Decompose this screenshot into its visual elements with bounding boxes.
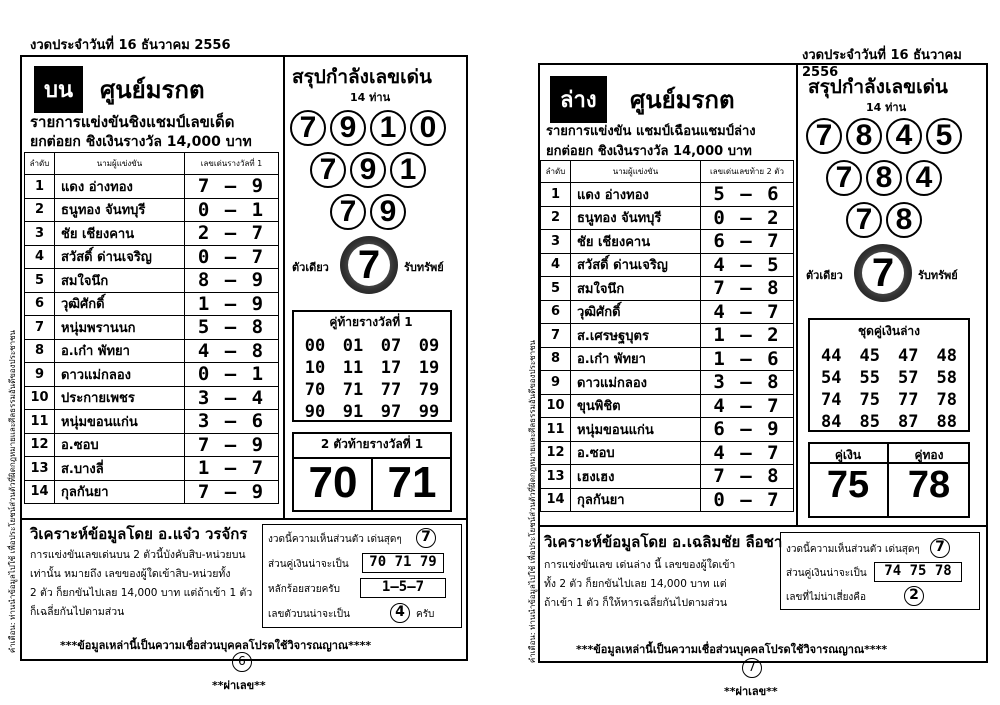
rank-number: 8	[541, 347, 571, 371]
rank-number: 5	[25, 269, 55, 293]
analysis-line: การแข่งขันเลขเด่นบน 2 ตัวนี้บังคับสิบ-หน่วยบน	[30, 549, 246, 561]
single-label: ตัวเดียว	[806, 269, 843, 282]
digit-circle: 9	[350, 152, 386, 188]
contestant-name: อ.เก๋า พัทยา	[55, 339, 185, 363]
rank-number: 10	[25, 386, 55, 410]
pair-box-title: คู่ท้ายรางวัลที่ 1	[310, 313, 432, 333]
summary-row-3	[826, 160, 942, 196]
pair-number: 55	[859, 368, 880, 388]
divider	[20, 518, 468, 520]
predicted-pair: 4 – 7	[701, 300, 794, 324]
summary-title: สรุปกำลังเลขเด่น	[292, 66, 432, 88]
subtitle: รายการแข่งขันชิงแชมป์เลขเด็ด	[30, 113, 235, 131]
advice-label: ส่วนคู่เงินน่าจะเป็น	[786, 568, 867, 579]
rank-number: 6	[25, 292, 55, 316]
digit-circle: 7	[846, 202, 882, 238]
pair-number: 54	[821, 368, 842, 388]
pair-number: 85	[859, 412, 880, 432]
table-row	[541, 418, 794, 442]
predicted-pair: 3 – 6	[185, 410, 279, 434]
advice-label: งวดนี้ความเห็นส่วนตัว เด่นสุดๆ	[786, 544, 920, 555]
contestant-name: อ.ซอบ	[571, 441, 701, 465]
predicted-pair: 0 – 1	[185, 363, 279, 387]
rank-number: 7	[25, 316, 55, 340]
table-row	[541, 183, 794, 207]
pair-number: 84	[821, 412, 842, 432]
analysis-text	[544, 556, 780, 613]
rank-number: 13	[541, 465, 571, 489]
analysis-title: วิเคราะห์ข้อมูลโดย อ.เฉลิมชัย ลือชา	[544, 533, 783, 551]
divider	[538, 525, 988, 527]
rank-number: 9	[541, 371, 571, 395]
contestant-table	[24, 152, 279, 504]
predicted-pair: 6 – 9	[701, 418, 794, 442]
contestant-name: สมใจนึก	[55, 269, 185, 293]
table-row	[541, 253, 794, 277]
disclaimer: ***ข้อมูลเหล่านี้เป็นความเชื่อส่วนบุคคลโปรดใช้วิจารณญาณ****	[60, 639, 372, 652]
rank-number: 4	[541, 253, 571, 277]
table-row	[25, 222, 279, 246]
contestant-name: ดาวแม่กลอง	[55, 363, 185, 387]
pair-number: 48	[936, 346, 957, 366]
digit-circle: 8	[866, 160, 902, 196]
advice-label: เลขตัวบนน่าจะเป็น	[268, 609, 350, 620]
summary-row-2	[330, 194, 406, 230]
single-digit-badge	[854, 244, 912, 302]
divider	[887, 442, 889, 518]
pair-number: 70	[304, 380, 326, 400]
predicted-pair: 5 – 6	[701, 183, 794, 207]
advice-value: 4	[390, 603, 410, 623]
table-row	[25, 386, 279, 410]
rank-number: 2	[25, 198, 55, 222]
digit-circle: 1	[370, 110, 406, 146]
summary-subtitle: 14 ท่าน	[866, 101, 907, 114]
rank-number: 4	[25, 245, 55, 269]
section-tag: ล่าง	[550, 76, 607, 123]
pair-number: 19	[418, 358, 440, 378]
rank-number: 2	[541, 206, 571, 230]
column-header: ลำดับ	[25, 153, 55, 175]
analysis-line: การแข่งขันเลข เด่นล่าง นี้ เลขของผู้ใดเข้า	[544, 559, 736, 571]
advice-value: 2	[904, 586, 924, 606]
predicted-pair: 1 – 9	[185, 292, 279, 316]
table-row	[541, 277, 794, 301]
rank-number: 6	[541, 300, 571, 324]
advice-value: 7	[930, 538, 950, 558]
contestant-name: อ.ซอบ	[55, 433, 185, 457]
gold-pair-title: คู่ทอง	[914, 448, 944, 462]
summary-row-2	[846, 202, 922, 238]
pair-number: 78	[936, 390, 957, 410]
single-digit: 7	[348, 244, 390, 286]
pair-box-title: ชุดคู่เงินล่าง	[820, 322, 958, 342]
left-page	[0, 0, 480, 705]
table-row	[541, 441, 794, 465]
contestant-name: แดง อ่างทอง	[55, 175, 185, 199]
last-two-number: 71	[387, 458, 437, 507]
center-name: ศูนย์มรกต	[630, 86, 735, 114]
digit-circle: 7	[806, 118, 842, 154]
advice-label: หลักร้อยสวยครับ	[268, 584, 340, 595]
digit-circle: 4	[906, 160, 942, 196]
contestant-name: ธนูทอง จันทบุรี	[55, 198, 185, 222]
summary-subtitle: 14 ท่าน	[350, 91, 391, 104]
table-row	[541, 488, 794, 512]
money-pair-number: 75	[826, 464, 870, 506]
analysis-line: ทั้ง 2 ตัว ก็ยกขันไปเลย 14,000 บาท แต่	[544, 578, 727, 590]
rank-number: 3	[25, 222, 55, 246]
table-row	[25, 480, 279, 504]
digit-circle: 1	[390, 152, 426, 188]
rank-number: 12	[541, 441, 571, 465]
predicted-pair: 4 – 7	[701, 441, 794, 465]
table-row	[25, 339, 279, 363]
predicted-pair: 3 – 4	[185, 386, 279, 410]
pair-number: 77	[898, 390, 919, 410]
pair-number: 99	[418, 402, 440, 422]
predicted-pair: 2 – 7	[185, 222, 279, 246]
page-number: 7	[742, 658, 762, 678]
subtitle-prize: ยกต่อยก ชิงเงินรางวัล 14,000 บาท	[30, 134, 252, 150]
contestant-name: อ.เก๋า พัทยา	[571, 347, 701, 371]
predicted-pair: 3 – 8	[701, 371, 794, 395]
pair-number: 74	[821, 390, 842, 410]
contestant-name: กุลกันยา	[571, 488, 701, 512]
digit-circle: 0	[410, 110, 446, 146]
table-row	[25, 433, 279, 457]
rank-number: 7	[541, 324, 571, 348]
rank-number: 1	[541, 183, 571, 207]
contestant-name: หนุ่มขอนแก่น	[571, 418, 701, 442]
analysis-line: 2 ตัว ก็ยกขันไปเลย 14,000 บาท แต่ถ้าเข้า 1 ตัว	[30, 587, 253, 599]
predicted-pair: 4 – 7	[701, 394, 794, 418]
analysis-line: เท่านั้น หมายถึง เลขของผู้ใดเข้าสิบ-หน่วยทั้ง	[30, 568, 231, 580]
advice-value: 7	[416, 528, 436, 548]
side-note: คำเตือน: ท่านนำข้อมูลไปใช้ เพื่อประโยชน์ส่วนตัวที่ผิดกฎหมายและศีลธรรมอันดีของประชาชน	[8, 330, 17, 654]
table-row	[541, 230, 794, 254]
divider	[796, 63, 798, 525]
pair-number: 87	[898, 412, 919, 432]
table-row	[25, 316, 279, 340]
analysis-text	[30, 546, 262, 622]
predicted-pair: 8 – 9	[185, 269, 279, 293]
contestant-name: สวัสดิ์ ด่านเจริญ	[571, 253, 701, 277]
table-row	[25, 363, 279, 387]
predicted-pair: 7 – 9	[185, 175, 279, 199]
column-header: เลขเด่นเลขท้าย 2 ตัว	[701, 161, 794, 183]
digit-circle: 9	[330, 110, 366, 146]
contestant-name: ส.บางลี่	[55, 457, 185, 481]
pair-number: 11	[342, 358, 364, 378]
digit-circle: 8	[886, 202, 922, 238]
rank-number: 5	[541, 277, 571, 301]
single-digit-badge	[340, 236, 398, 294]
predicted-pair: 4 – 5	[701, 253, 794, 277]
table-row	[541, 394, 794, 418]
table-row	[541, 465, 794, 489]
column-header: นามผู้แข่งขัน	[55, 153, 185, 175]
rank-number: 12	[25, 433, 55, 457]
predicted-pair: 1 – 2	[701, 324, 794, 348]
contestant-name: หนุ่มขอนแก่น	[55, 410, 185, 434]
pair-number: 10	[304, 358, 326, 378]
pair-number: 88	[936, 412, 957, 432]
single-label-suffix: รับทรัพย์	[918, 269, 958, 282]
side-note: คำเตือน: ท่านนำข้อมูลไปใช้ เพื่อประโยชน์ส่วนตัวที่ผิดกฎหมายและศีลธรรมอันดีของประชาชน	[528, 340, 537, 664]
column-header: เลขเด่นรางวัลที่ 1	[185, 153, 279, 175]
advice-label: ส่วนคู่เงินน่าจะเป็น	[268, 559, 349, 570]
footer: **ผ่าเลข**	[724, 685, 778, 698]
contestant-table	[540, 160, 794, 512]
table-row	[25, 245, 279, 269]
pair-number: 57	[898, 368, 919, 388]
contestant-name: วุฒิศักดิ์	[55, 292, 185, 316]
predicted-pair: 5 – 8	[185, 316, 279, 340]
table-row	[25, 410, 279, 434]
advice-value: 74 75 78	[874, 562, 962, 582]
contestant-name: ส.เศรษฐบุตร	[571, 324, 701, 348]
advice-label: งวดนี้ความเห็นส่วนตัว เด่นสุดๆ	[268, 534, 402, 545]
analysis-title: วิเคราะห์ข้อมูลโดย อ.แจ๋ว วรจักร	[30, 525, 248, 543]
contestant-name: ชัย เชียงคาน	[571, 230, 701, 254]
contestant-name: กุลกันยา	[55, 480, 185, 504]
rank-number: 11	[25, 410, 55, 434]
pair-number: 75	[859, 390, 880, 410]
predicted-pair: 7 – 9	[185, 433, 279, 457]
disclaimer: ***ข้อมูลเหล่านี้เป็นความเชื่อส่วนบุคคลโปรดใช้วิจารณญาณ****	[576, 643, 888, 656]
column-header: นามผู้แข่งขัน	[571, 161, 701, 183]
digit-circle: 5	[926, 118, 962, 154]
column-header: ลำดับ	[541, 161, 571, 183]
table-row	[25, 198, 279, 222]
single-digit: 7	[862, 252, 904, 294]
last-two-title: 2 ตัวท้ายรางวัลที่ 1	[300, 436, 444, 454]
summary-title: สรุปกำลังเลขเด่น	[808, 76, 948, 98]
predicted-pair: 0 – 7	[185, 245, 279, 269]
advice-label: เลขที่ไม่น่าเสี่ยงคือ	[786, 592, 867, 603]
digit-circle: 7	[330, 194, 366, 230]
table-row	[541, 206, 794, 230]
table-row	[25, 292, 279, 316]
rank-number: 11	[541, 418, 571, 442]
summary-row-4	[290, 110, 446, 146]
digit-circle: 7	[826, 160, 862, 196]
predicted-pair: 7 – 8	[701, 277, 794, 301]
rank-number: 10	[541, 394, 571, 418]
single-label-suffix: รับทรัพย์	[404, 261, 444, 274]
rank-number: 14	[25, 480, 55, 504]
pair-number: 90	[304, 402, 326, 422]
pair-number: 77	[380, 380, 402, 400]
rank-number: 14	[541, 488, 571, 512]
digit-circle: 8	[846, 118, 882, 154]
single-label: ตัวเดียว	[292, 261, 329, 274]
digit-circle: 7	[290, 110, 326, 146]
contestant-name: ธนูทอง จันทบุรี	[571, 206, 701, 230]
contestant-name: ขุนพิชิต	[571, 394, 701, 418]
contestant-name: เฮงเฮง	[571, 465, 701, 489]
digit-circle: 7	[310, 152, 346, 188]
rank-number: 1	[25, 175, 55, 199]
page-date: งวดประจำวันที่ 16 ธันวาคม 2556	[30, 38, 231, 53]
contestant-name: หนุ่มพรานนก	[55, 316, 185, 340]
predicted-pair: 0 – 7	[701, 488, 794, 512]
contestant-name: ประกายเพชร	[55, 386, 185, 410]
pair-number: 44	[821, 346, 842, 366]
page-number: 6	[232, 652, 252, 672]
pair-number: 17	[380, 358, 402, 378]
contestant-name: วุฒิศักดิ์	[571, 300, 701, 324]
predicted-pair: 0 – 1	[185, 198, 279, 222]
rank-number: 3	[541, 230, 571, 254]
predicted-pair: 7 – 8	[701, 465, 794, 489]
page-gutter	[480, 0, 520, 705]
contestant-name: ดาวแม่กลอง	[571, 371, 701, 395]
pair-number: 00	[304, 336, 326, 356]
rank-number: 8	[25, 339, 55, 363]
contestant-name: สวัสดิ์ ด่านเจริญ	[55, 245, 185, 269]
rank-number: 13	[25, 457, 55, 481]
gold-pair-number: 78	[907, 464, 951, 506]
table-row	[25, 175, 279, 199]
pair-number: 79	[418, 380, 440, 400]
predicted-pair: 0 – 2	[701, 206, 794, 230]
contestant-name: สมใจนึก	[571, 277, 701, 301]
advice-suffix: ครับ	[416, 609, 435, 620]
subtitle: รายการแข่งขัน แชมป์เฉือนแชมป์ล่าง	[546, 124, 756, 139]
contestant-name: แดง อ่างทอง	[571, 183, 701, 207]
predicted-pair: 1 – 7	[185, 457, 279, 481]
summary-row-4	[806, 118, 962, 154]
digit-circle: 4	[886, 118, 922, 154]
predicted-pair: 1 – 6	[701, 347, 794, 371]
predicted-pair: 7 – 9	[185, 480, 279, 504]
table-row	[541, 300, 794, 324]
pair-number: 97	[380, 402, 402, 422]
pair-grid	[812, 346, 966, 432]
table-row	[541, 371, 794, 395]
contestant-name: ชัย เชียงคาน	[55, 222, 185, 246]
analysis-line: ถ้าเข้า 1 ตัว ก็ให้หารเฉลี่ยกันไปตามส่วน	[544, 597, 728, 609]
advice-value: 70 71 79	[362, 553, 444, 573]
table-row	[25, 457, 279, 481]
last-two-number: 70	[308, 458, 358, 507]
money-pair-title: คู่เงิน	[834, 448, 862, 462]
pair-number: 58	[936, 368, 957, 388]
table-row	[25, 269, 279, 293]
pair-number: 91	[342, 402, 364, 422]
summary-row-3	[310, 152, 426, 188]
pair-grid	[296, 336, 448, 422]
pair-number: 01	[342, 336, 364, 356]
pair-number: 45	[859, 346, 880, 366]
footer: **ผ่าเลข**	[212, 679, 266, 692]
analysis-line: ก็เฉลี่ยกันไปตามส่วน	[30, 606, 125, 618]
predicted-pair: 6 – 7	[701, 230, 794, 254]
digit-circle: 9	[370, 194, 406, 230]
pair-number: 07	[380, 336, 402, 356]
table-row	[541, 324, 794, 348]
center-name: ศูนย์มรกต	[100, 76, 205, 104]
section-tag: บน	[34, 66, 83, 113]
pair-number: 47	[898, 346, 919, 366]
rank-number: 9	[25, 363, 55, 387]
predicted-pair: 4 – 8	[185, 339, 279, 363]
pair-number: 71	[342, 380, 364, 400]
table-row	[541, 347, 794, 371]
divider	[283, 55, 285, 518]
page-date: งวดประจำวันที่ 16 ธันวาคม 2556	[802, 48, 962, 80]
right-page	[520, 0, 1000, 705]
pair-number: 09	[418, 336, 440, 356]
subtitle-prize: ยกต่อยก ชิงเงินรางวัล 14,000 บาท	[546, 144, 752, 159]
advice-value: 1–5–7	[360, 578, 446, 598]
